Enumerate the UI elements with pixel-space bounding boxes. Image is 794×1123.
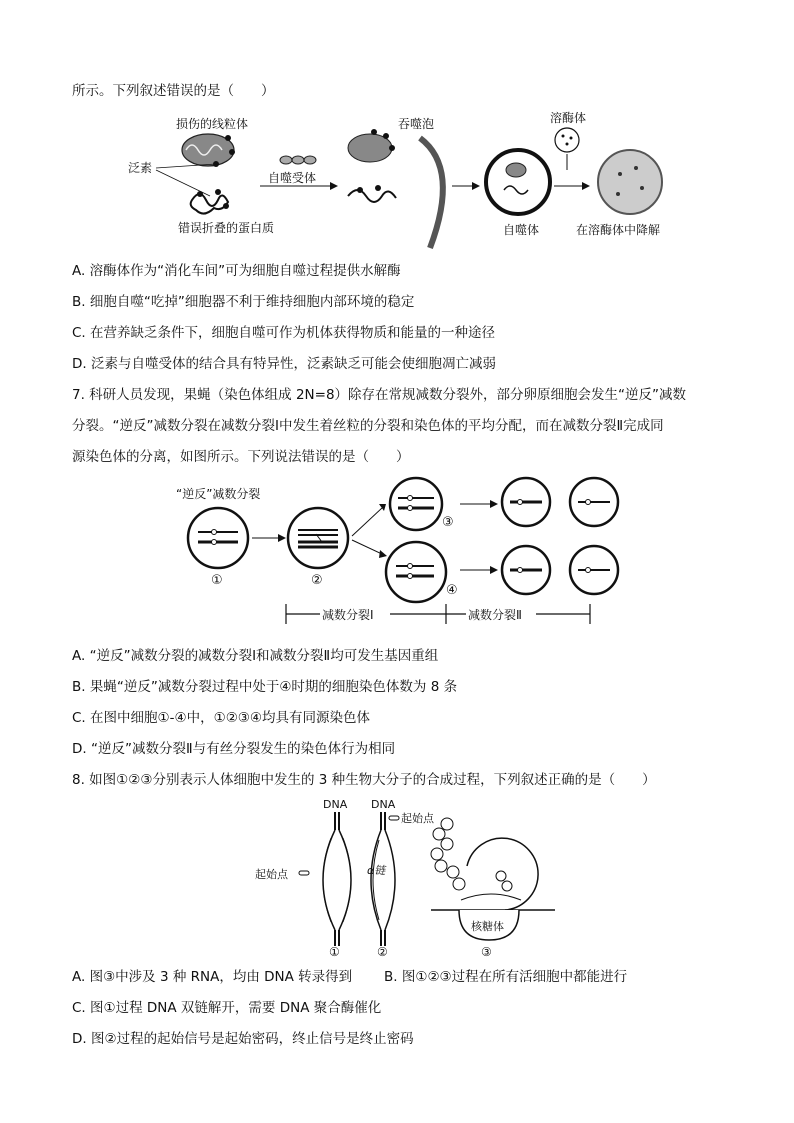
phagophore-engulfing <box>348 129 443 248</box>
q7-stem-line-1: 7. 科研人员发现，果蝇（染色体组成 2N=8）除存在常规减数分裂外，部分卵原细胞会发生“逆反”减数 <box>72 387 687 403</box>
q6-option-a: A. 溶酶体作为“消化车间”可为细胞自噬过程提供水解酶 <box>72 263 401 279</box>
autophagy-figure <box>120 108 680 248</box>
q6-option-c: C. 在营养缺乏条件下，细胞自噬可作为机体获得物质和能量的一种途径 <box>72 325 496 341</box>
label-meiosis-2: 减数分裂Ⅱ <box>468 608 522 622</box>
label-origin-1: 起始点 <box>255 868 288 881</box>
q8-option-a: A. 图③中涉及 3 种 RNA，均由 DNA 转录得到 <box>72 969 353 985</box>
q8-option-d: D. 图②过程的起始信号是起始密码，终止信号是终止密码 <box>72 1031 414 1047</box>
label-damaged-mito: 损伤的线粒体 <box>176 117 249 131</box>
label-phagophore: 吞噬泡 <box>398 117 435 131</box>
q8-stem: 8. 如图①②③分别表示人体细胞中发生的 3 种生物大分子的合成过程，下列叙述正确的是（ ） <box>72 772 656 788</box>
label-reverse-meiosis: “逆反”减数分裂 <box>176 487 261 501</box>
label-dna-2: DNA <box>371 798 396 811</box>
label-receptor: 自噬受体 <box>268 171 317 185</box>
cell-2 <box>288 508 348 568</box>
label-autophagosome: 自噬体 <box>503 223 540 237</box>
q7-stem-line-2: 分裂。“逆反”减数分裂在减数分裂Ⅰ中发生着丝粒的分裂和染色体的平均分配，而在减数分裂Ⅱ完成同 <box>72 418 664 434</box>
label-dna-1: DNA <box>323 798 348 811</box>
label-lysosome: 溶酶体 <box>550 111 587 125</box>
q8-option-b: B. 图①②③过程在所有活细胞中都能进行 <box>384 969 628 985</box>
q7-option-a: A. “逆反”减数分裂的减数分裂Ⅰ和减数分裂Ⅱ均可发生基因重组 <box>72 648 439 664</box>
damaged-mitochondrion <box>182 134 235 167</box>
label-cell-4: ④ <box>446 583 458 598</box>
degraded-autolysosome <box>598 150 662 214</box>
transcription-bubble <box>371 812 395 946</box>
macromolecule-synthesis-figure <box>255 796 555 959</box>
q6-option-d: D. 泛素与自噬受体的结合具有特异性，泛素缺乏可能会使细胞凋亡减弱 <box>72 356 496 372</box>
label-cell-3: ③ <box>442 515 454 530</box>
q6-option-b: B. 细胞自噬“吃掉”细胞器不利于维持细胞内部环境的稳定 <box>72 294 415 310</box>
lysosome <box>555 128 579 152</box>
q8-option-c: C. 图①过程 DNA 双链解开，需要 DNA 聚合酶催化 <box>72 1000 382 1016</box>
cell-1 <box>188 508 248 568</box>
label-ribosome: 核糖体 <box>471 920 504 933</box>
q7-stem-line-3: 源染色体的分离，如图所示。下列说法错误的是（ ） <box>72 449 410 465</box>
label-misfolded: 错误折叠的蛋白质 <box>178 221 275 235</box>
q7-option-c: C. 在图中细胞①-④中，①②③④均具有同源染色体 <box>72 710 370 726</box>
q7-option-b: B. 果蝇“逆反”减数分裂过程中处于④时期的细胞染色体数为 8 条 <box>72 679 458 695</box>
label-panel-3: ③ <box>481 945 492 959</box>
label-origin-2: 起始点 <box>401 812 434 825</box>
label-ubiquitin: 泛素 <box>128 161 153 175</box>
reverse-meiosis-figure <box>170 482 630 632</box>
label-cell-1: ① <box>211 573 223 588</box>
label-cell-2: ② <box>311 573 323 588</box>
replication-bubble <box>323 812 351 946</box>
q7-option-d: D. “逆反”减数分裂Ⅱ与有丝分裂发生的染色体行为相同 <box>72 741 396 757</box>
label-degrade: 在溶酶体中降解 <box>576 223 661 237</box>
cell-3 <box>390 478 442 530</box>
label-panel-1: ① <box>329 945 340 959</box>
label-meiosis-1: 减数分裂Ⅰ <box>322 608 374 622</box>
cell-4 <box>386 542 446 602</box>
autophagy-receptor <box>280 156 316 164</box>
q6-stem-tail: 所示。下列叙述错误的是（ ） <box>72 83 275 99</box>
autophagosome <box>486 150 550 214</box>
label-panel-2: ② <box>377 945 388 959</box>
misfolded-protein <box>191 189 229 214</box>
label-alpha-chain: α链 <box>367 864 386 877</box>
